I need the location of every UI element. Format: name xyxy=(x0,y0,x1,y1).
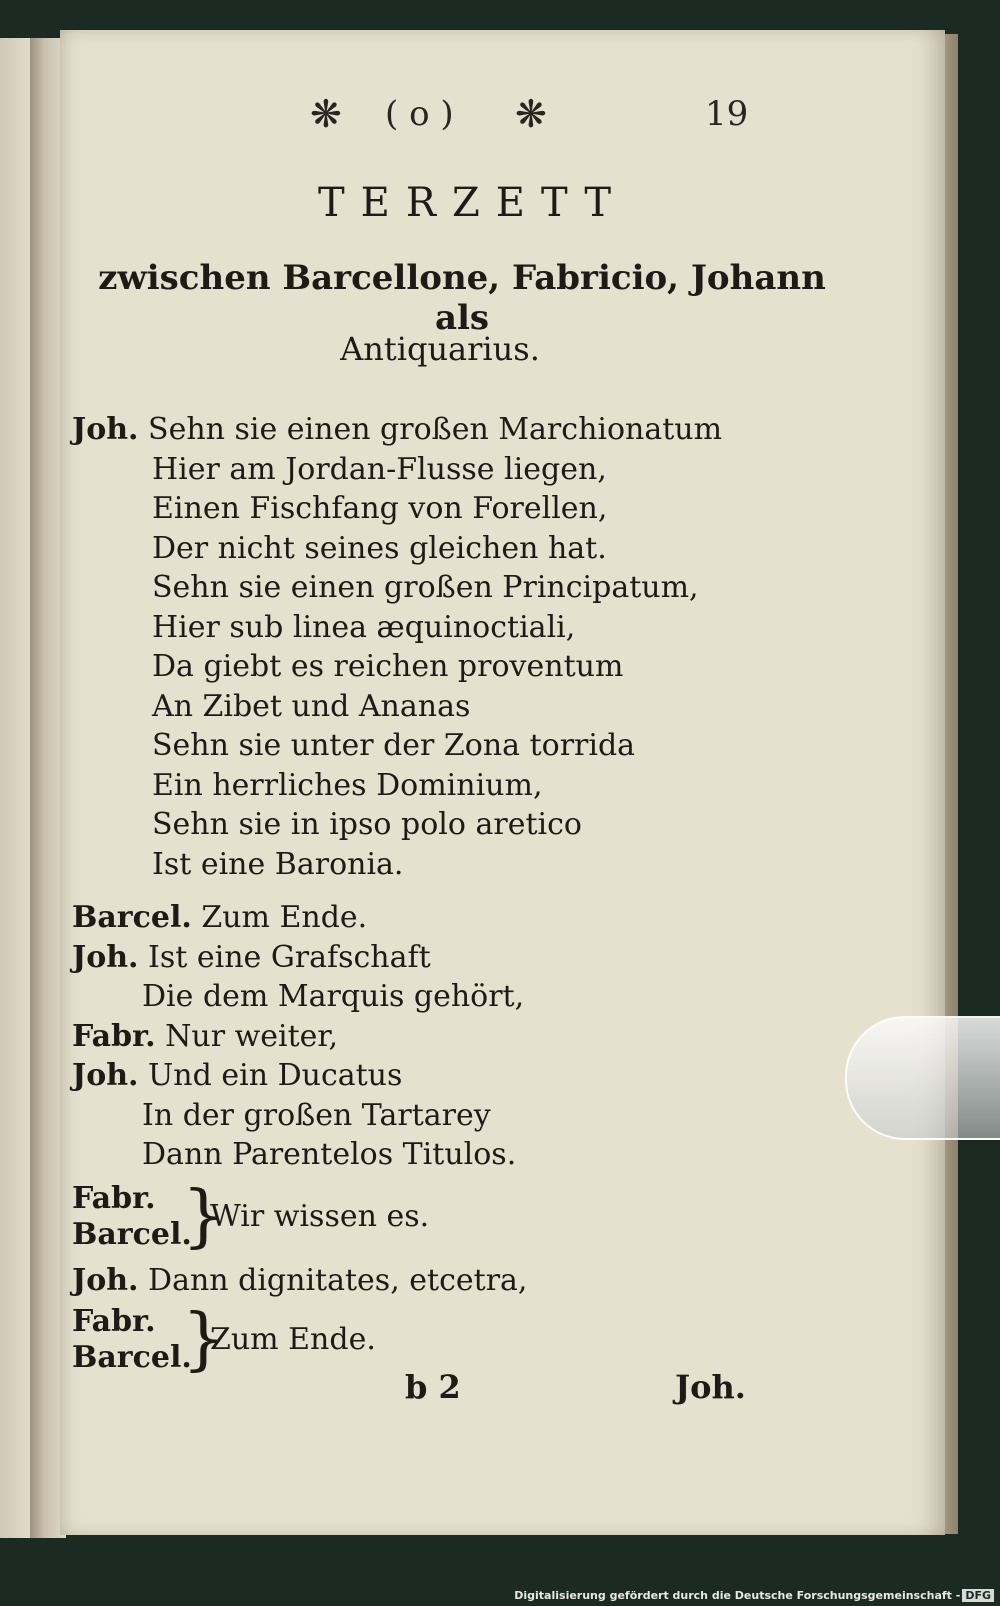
dialogue-text: In der großen Tartarey xyxy=(142,1097,491,1133)
speaker-label: Barcel. xyxy=(72,1216,192,1252)
dialogue-text: Dann Parentelos Titulos. xyxy=(142,1137,517,1172)
speaker-label: Barcel. xyxy=(72,1340,192,1375)
verse-line xyxy=(72,410,892,450)
verse-text: Ist eine Baronia. xyxy=(152,846,404,882)
left-ornament-icon: ❋ xyxy=(310,92,342,136)
dialogue-line xyxy=(72,1096,892,1136)
verse-line xyxy=(72,568,892,608)
speaker-label: Fabr. xyxy=(72,1304,156,1339)
page-subtitle-continued: Antiquarius. xyxy=(340,330,540,368)
verse-line xyxy=(72,529,892,569)
signature-mark: b 2 xyxy=(405,1368,461,1406)
dialogue-text: Nur weiter, xyxy=(165,1018,338,1054)
verse-text: Sehn sie einen großen Principatum, xyxy=(152,570,699,605)
page-number: 19 xyxy=(705,94,749,134)
page-clip xyxy=(845,1016,1000,1140)
page-header xyxy=(60,92,945,142)
dialogue-line xyxy=(72,938,892,978)
verse-line xyxy=(72,647,892,687)
speaker-label: Joh. xyxy=(72,412,139,447)
dialogue-line xyxy=(72,1017,892,1057)
verse-line xyxy=(72,805,892,845)
verse-line xyxy=(72,608,892,648)
brace-speakers xyxy=(72,1181,192,1253)
brace-group xyxy=(72,1176,892,1259)
speaker-label: Barcel. xyxy=(72,900,192,935)
speaker-label: Joh. xyxy=(72,939,139,975)
verse-line xyxy=(72,845,892,885)
verse-line xyxy=(72,726,892,766)
verse-line xyxy=(72,687,892,727)
dialogue-line xyxy=(72,977,892,1017)
dialogue-text: Zum Ende. xyxy=(201,900,368,935)
verse-line xyxy=(72,766,892,806)
verse-text: Hier sub linea æquinoctiali, xyxy=(152,609,576,645)
dialogue-line xyxy=(72,1056,892,1096)
brace-text: Wir wissen es. xyxy=(210,1198,430,1234)
dialogue-text: Die dem Marquis gehört, xyxy=(142,979,525,1014)
page-footer xyxy=(60,1368,945,1418)
dialogue-line xyxy=(72,1135,892,1175)
speaker-label: Joh. xyxy=(72,1058,139,1093)
catchword: Joh. xyxy=(675,1368,746,1406)
verse-text: Ein herrliches Dominium, xyxy=(152,767,543,803)
brace-speakers xyxy=(72,1304,192,1376)
dialogue-text: Und ein Ducatus xyxy=(148,1058,403,1093)
dialogue-line xyxy=(72,1261,892,1301)
verse-text: An Zibet und Ananas xyxy=(152,688,471,724)
book-page xyxy=(60,30,945,1535)
digitization-credit xyxy=(514,1589,994,1602)
page-title: TERZETT xyxy=(317,180,628,226)
speaker-label: Fabr. xyxy=(72,1018,156,1054)
credit-text: Digitalisierung gefördert durch die Deutsche Forschungsgemeinschaft - xyxy=(514,1589,961,1602)
dialogue-text: Ist eine Grafschaft xyxy=(148,939,431,975)
verse-text: Da giebt es reichen proventum xyxy=(152,649,624,684)
speaker-label: Joh. xyxy=(72,1262,139,1298)
verse-text: Hier am Jordan-Flusse liegen, xyxy=(152,451,607,487)
right-ornament-icon: ❋ xyxy=(515,92,547,136)
verse-text: Sehn sie einen großen Marchionatum xyxy=(148,412,723,447)
verse-block xyxy=(72,410,892,884)
brace-icon: } xyxy=(182,1300,226,1379)
verse-text: Einen Fischfang von Forellen, xyxy=(152,491,608,526)
speaker-label: Fabr. xyxy=(72,1180,156,1216)
header-center-mark: ( o ) xyxy=(385,94,454,134)
verse-text: Der nicht seines gleichen hat. xyxy=(152,530,607,566)
brace-icon: } xyxy=(182,1176,226,1256)
dfg-logo: DFG xyxy=(962,1589,994,1602)
dialogue-block xyxy=(72,898,892,1382)
brace-text: Zum Ende. xyxy=(210,1322,376,1357)
verse-text: Sehn sie unter der Zona torrida xyxy=(152,728,636,763)
page-subtitle: zwischen Barcellone, Fabricio, Johann als xyxy=(98,258,826,338)
verse-line xyxy=(72,450,892,490)
dialogue-line xyxy=(72,898,892,938)
verse-text: Sehn sie in ipso polo aretico xyxy=(152,807,582,842)
verse-line xyxy=(72,489,892,529)
dialogue-text: Dann dignitates, etcetra, xyxy=(148,1262,528,1298)
